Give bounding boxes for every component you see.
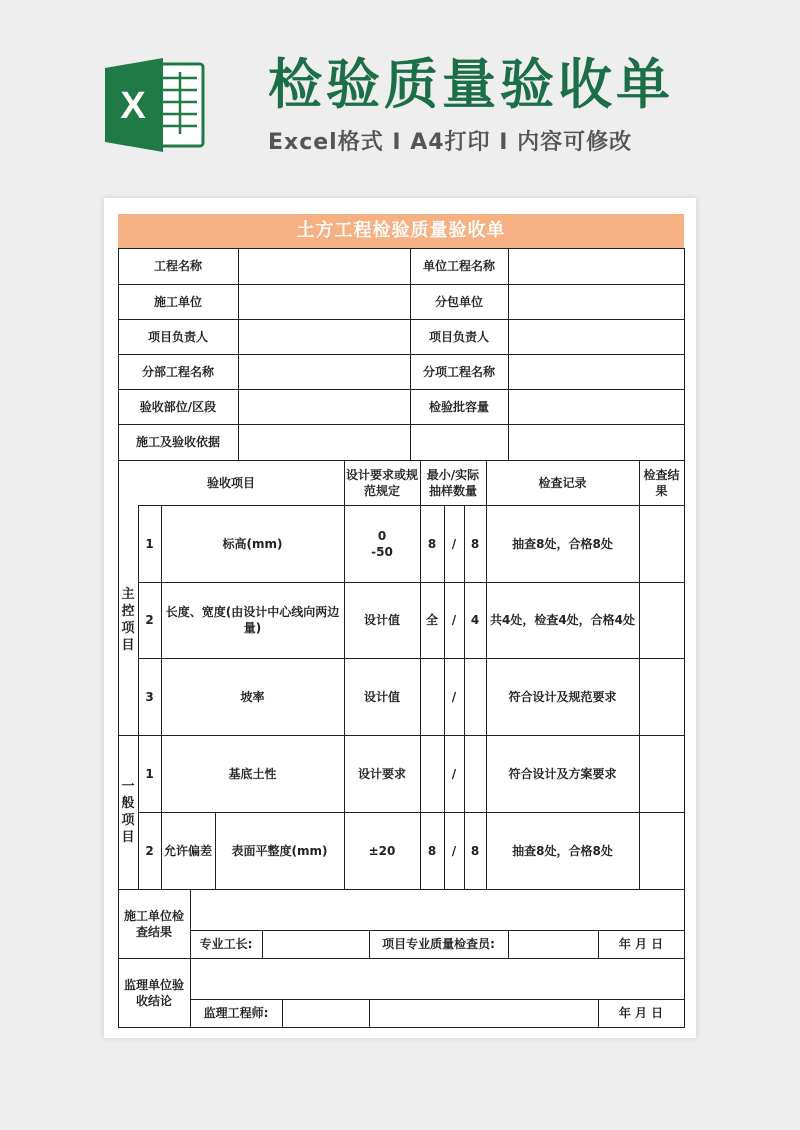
grid-line — [684, 248, 685, 1028]
grid-line — [138, 812, 685, 813]
row-min-sample — [420, 658, 444, 735]
grid-line — [118, 424, 685, 425]
grid-line — [262, 930, 263, 959]
row-sample-separator: / — [451, 843, 457, 858]
row-min-sample — [420, 735, 444, 812]
design-upper: 0 — [377, 528, 387, 543]
supervision-label: 监理单位验收结论 — [123, 977, 184, 1008]
row-design-requirement — [344, 505, 420, 582]
info-value — [238, 354, 410, 389]
grid-line — [138, 505, 685, 506]
foreman-value — [262, 930, 369, 958]
row-sample-separator: / — [451, 766, 457, 781]
row-number: 1 — [145, 536, 154, 551]
row-actual-sample — [464, 735, 486, 812]
grid-line — [118, 319, 685, 320]
row-check-record: 抽查8处，合格8处 — [512, 843, 613, 858]
grid-line — [444, 505, 445, 890]
inspector-label: 项目专业质量检查员: — [382, 937, 495, 951]
row-check-result — [639, 735, 684, 812]
construction-check-label: 施工单位检查结果 — [123, 908, 184, 939]
excel-icon — [105, 58, 205, 152]
engineer-value — [282, 999, 369, 1027]
column-header: 检查结果 — [643, 467, 680, 498]
engineer-value-extra — [369, 999, 598, 1027]
column-header: 验收项目 — [206, 475, 255, 490]
grid-line — [464, 505, 465, 890]
info-label: 项目负责人 — [428, 329, 489, 344]
row-design-requirement: ±20 — [368, 843, 396, 858]
grid-line — [420, 460, 421, 890]
grid-line — [598, 930, 599, 959]
grid-line — [190, 889, 191, 1028]
info-value — [238, 248, 410, 284]
row-check-result — [639, 658, 684, 735]
row-design-requirement: 设计要求 — [357, 766, 406, 781]
info-value — [238, 389, 410, 424]
info-label: 分部工程名称 — [141, 364, 214, 379]
row-sample-separator: / — [451, 689, 457, 704]
row-item-name: 表面平整度(mm) — [231, 843, 328, 858]
row-item-name: 基底土性 — [228, 766, 277, 781]
supervision-content — [190, 958, 684, 999]
grid-line — [369, 999, 370, 1028]
grid-line — [138, 658, 685, 659]
grid-line — [118, 248, 119, 1028]
grid-line — [369, 930, 370, 959]
row-number: 3 — [145, 689, 154, 704]
row-item-name: 长度、宽度(由设计中心线向两边量) — [165, 605, 340, 635]
column-header: 设计要求或规范规定 — [346, 467, 419, 498]
row-number: 1 — [145, 766, 154, 781]
grid-line — [118, 248, 685, 249]
grid-line — [118, 460, 685, 461]
column-header: 最小/实际抽样数量 — [426, 467, 480, 498]
info-label: 单位工程名称 — [422, 259, 495, 273]
info-label: 分项工程名称 — [422, 364, 495, 379]
grid-line — [215, 812, 216, 890]
row-actual-sample: 8 — [470, 843, 480, 858]
info-value — [238, 319, 410, 354]
info-value — [508, 284, 684, 319]
row-check-record: 符合设计及规范要求 — [508, 689, 617, 704]
row-number: 2 — [145, 843, 154, 858]
row-design-requirement: 设计值 — [363, 689, 400, 704]
grid-line — [410, 248, 411, 461]
row-sample-separator: / — [451, 613, 457, 627]
row-design-requirement: 设计值 — [363, 613, 400, 627]
info-label: 施工及验收依据 — [135, 435, 220, 449]
row-number: 2 — [145, 613, 154, 627]
row-min-sample: 全 — [425, 613, 438, 627]
info-value — [508, 248, 684, 284]
grid-line — [118, 389, 685, 390]
construction-check-date: 年 月 日 — [618, 937, 664, 951]
supervision-date: 年 月 日 — [618, 1006, 664, 1020]
grid-line — [118, 284, 685, 285]
row-sample-separator: / — [451, 536, 457, 551]
construction-check-content — [190, 889, 684, 930]
row-min-sample: 8 — [427, 843, 437, 858]
row-actual-sample — [464, 658, 486, 735]
info-label: 检验批容量 — [428, 399, 489, 414]
info-label: 项目负责人 — [147, 329, 208, 344]
info-value — [508, 319, 684, 354]
row-check-result — [639, 812, 684, 889]
foreman-label: 专业工长: — [199, 937, 253, 951]
info-label: 分包单位 — [434, 294, 483, 309]
page-subtitle: Excel格式 I A4打印 I 内容可修改 — [268, 130, 633, 155]
grid-line — [161, 505, 162, 890]
grid-line — [190, 999, 685, 1000]
row-item-name: 坡率 — [240, 689, 265, 704]
info-label: 施工单位 — [153, 294, 202, 309]
grid-line — [508, 248, 509, 461]
info-value — [238, 424, 684, 460]
page-title: 检验质量验收单 — [268, 53, 674, 116]
grid-line — [118, 958, 685, 959]
grid-line — [344, 460, 345, 890]
row-check-record: 抽查8处，合格8处 — [512, 536, 613, 551]
engineer-label: 监理工程师: — [203, 1006, 269, 1020]
grid-line — [138, 505, 139, 890]
svg-text:X: X — [120, 85, 146, 127]
group-label: 一般项目 — [121, 779, 135, 845]
grid-line — [118, 354, 685, 355]
grid-line — [190, 930, 685, 931]
row-check-result — [639, 582, 684, 658]
grid-line — [639, 460, 640, 890]
row-actual-sample: 4 — [470, 613, 480, 627]
info-value — [508, 389, 684, 424]
row-min-sample: 8 — [427, 536, 437, 551]
row-check-record: 符合设计及方案要求 — [508, 766, 617, 781]
grid-line — [118, 889, 685, 890]
grid-line — [508, 930, 509, 959]
info-value — [238, 284, 410, 319]
row-actual-sample: 8 — [470, 536, 480, 551]
row-sub-label: 允许偏差 — [163, 843, 212, 858]
column-header: 检查记录 — [538, 475, 587, 490]
design-lower: -50 — [371, 544, 393, 559]
grid-line — [486, 460, 487, 890]
row-item-name: 标高(mm) — [222, 536, 283, 551]
grid-line — [598, 999, 599, 1028]
grid-line — [118, 1027, 685, 1028]
info-label: 验收部位/区段 — [139, 399, 217, 414]
info-label: 工程名称 — [153, 259, 202, 273]
info-value — [508, 354, 684, 389]
grid-line — [138, 582, 685, 583]
grid-line — [282, 999, 283, 1028]
inspector-value — [508, 930, 598, 958]
form-title: 土方工程检验质量验收单 — [118, 214, 684, 248]
acceptance-form — [118, 214, 684, 1028]
grid-line — [238, 248, 239, 461]
row-check-record: 共4处，检查4处，合格4处 — [489, 613, 636, 627]
group-label: 主控项目 — [121, 587, 135, 653]
grid-line — [118, 735, 685, 736]
row-check-result — [639, 505, 684, 582]
